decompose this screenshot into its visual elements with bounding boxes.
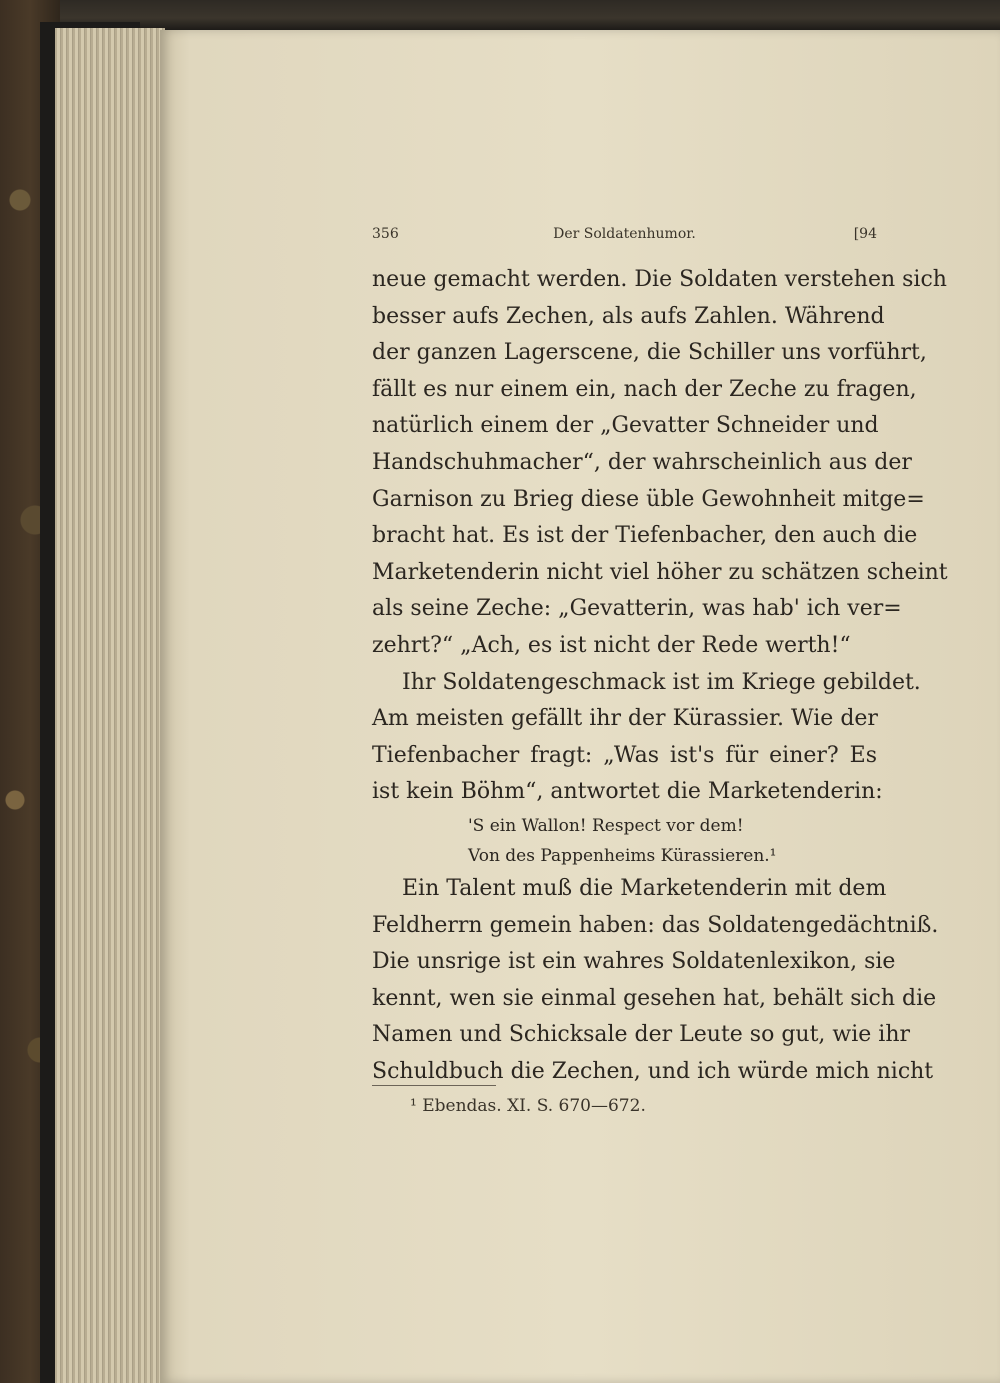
footnote-rule bbox=[372, 1085, 496, 1086]
text-line: natürlich einem der „Gevatter Schneider und bbox=[372, 413, 879, 439]
text-line: Namen und Schicksale der Leute so gut, wie ihr bbox=[372, 1022, 911, 1048]
text-line: kennt, wen sie einmal gesehen hat, behält sich die bbox=[372, 985, 937, 1011]
text-line: Die unsrige ist ein wahres Soldatenlexikon, sie bbox=[372, 949, 896, 975]
text-line: Marketenderin nicht viel höher zu schätzen scheint bbox=[372, 559, 948, 585]
text-line: besser aufs Zechen, als aufs Zahlen. Während bbox=[372, 303, 885, 329]
text-line: ist kein Böhm“, antwortet die Marketenderin: bbox=[372, 779, 883, 805]
text-line: fällt es nur einem ein, nach der Zeche zu fragen, bbox=[372, 376, 917, 402]
footnote: ¹ Ebendas. XI. S. 670—672. bbox=[410, 1096, 646, 1116]
verse-line: 'S ein Wallon! Respect vor dem! bbox=[468, 815, 744, 836]
page-header bbox=[372, 226, 877, 250]
page-reference: [94 bbox=[853, 226, 877, 242]
running-title: Der Soldatenhumor. bbox=[553, 226, 696, 242]
book-top-edge bbox=[60, 0, 1000, 30]
text-line: der ganzen Lagerscene, die Schiller uns vorführt, bbox=[372, 340, 927, 366]
text-line: Schuldbuch die Zechen, und ich würde mich nicht bbox=[372, 1058, 934, 1084]
text-line: Feldherrn gemein haben: das Soldatengedächtniß. bbox=[372, 912, 939, 938]
text-line: neue gemacht werden. Die Soldaten verstehen sich bbox=[372, 267, 947, 292]
page-edges bbox=[55, 28, 165, 1383]
verse-line: Von des Pappenheims Kürassieren.¹ bbox=[468, 845, 777, 866]
text-line: bracht hat. Es ist der Tiefenbacher, den auch die bbox=[372, 523, 918, 549]
text-line: Ein Talent muß die Marketenderin mit dem bbox=[402, 875, 887, 901]
text-line: als seine Zeche: „Gevatterin, was hab' ich ver= bbox=[372, 596, 902, 622]
text-line: Tiefenbacher fragt: „Was ist's für einer? Es bbox=[372, 742, 877, 768]
page-number: 356 bbox=[372, 226, 399, 242]
text-line: Handschuhmacher“, der wahrscheinlich aus der bbox=[372, 449, 912, 475]
body-text bbox=[372, 262, 948, 1090]
text-line: Garnison zu Brieg diese üble Gewohnheit mitge= bbox=[372, 486, 925, 512]
text-line: Am meisten gefällt ihr der Kürassier. Wie der bbox=[372, 706, 878, 732]
text-line: zehrt?“ „Ach, es ist nicht der Rede werth!“ bbox=[372, 632, 851, 658]
text-line: Ihr Soldatengeschmack ist im Kriege gebildet. bbox=[402, 669, 921, 695]
